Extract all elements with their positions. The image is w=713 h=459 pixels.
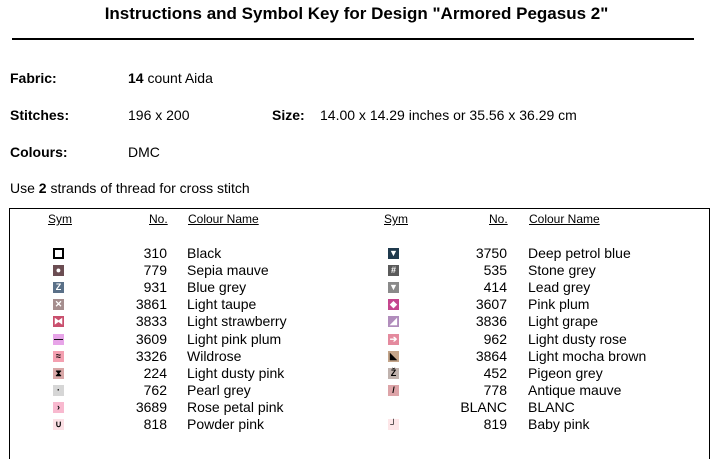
title-rule bbox=[12, 38, 694, 40]
left-colour-number: 931 bbox=[143, 279, 167, 295]
hourglass-glyph: ⧗ bbox=[55, 368, 62, 378]
down-triangle-icon bbox=[388, 248, 399, 259]
cup-glyph: ∪ bbox=[55, 419, 62, 429]
fabric-value bbox=[128, 70, 213, 86]
right-colour-number: 535 bbox=[483, 262, 507, 278]
slash-glyph: / bbox=[392, 385, 395, 395]
left-triangle-icon bbox=[388, 351, 399, 362]
left-colour-number: 762 bbox=[143, 382, 167, 398]
instruction-text bbox=[10, 180, 250, 196]
fabric-label: Fabric: bbox=[10, 70, 57, 86]
left-colour-number: 3326 bbox=[135, 348, 167, 364]
right-colour-name: Light dusty rose bbox=[528, 331, 627, 347]
right-colour-name: Light mocha brown bbox=[528, 348, 647, 364]
bowtie-icon bbox=[53, 316, 64, 327]
left-colour-number: 3609 bbox=[135, 331, 167, 347]
stitches-value: 196 x 200 bbox=[128, 107, 190, 123]
circle-icon bbox=[53, 265, 64, 276]
chevron-icon bbox=[53, 402, 64, 413]
page-title: Instructions and Symbol Key for Design "Armored Pegasus 2" bbox=[104, 4, 609, 23]
left-colour-name: Sepia mauve bbox=[187, 262, 269, 278]
right-colour-name: Lead grey bbox=[528, 279, 591, 295]
header-sym-left: Sym bbox=[48, 212, 72, 226]
right-colour-number: 452 bbox=[483, 365, 507, 381]
left-colour-name: Light strawberry bbox=[187, 313, 287, 329]
size-label: Size: bbox=[272, 107, 305, 123]
right-colour-number: 778 bbox=[483, 382, 507, 398]
right-colour-number: 3750 bbox=[475, 245, 507, 261]
header-no-left: No. bbox=[149, 212, 168, 226]
right-colour-number: 414 bbox=[483, 279, 507, 295]
x-glyph: ✕ bbox=[54, 299, 63, 309]
right-colour-name: BLANC bbox=[528, 399, 575, 415]
left-colour-number: 779 bbox=[143, 262, 167, 278]
arrow-icon bbox=[388, 334, 399, 345]
left-colour-name: Blue grey bbox=[187, 279, 247, 295]
left-colour-name: Light taupe bbox=[187, 296, 257, 312]
bowtie-glyph: ⧓ bbox=[54, 316, 63, 326]
header-no-right: No. bbox=[489, 212, 508, 226]
corner-triangle-glyph: ◢ bbox=[390, 316, 397, 326]
z-caron-glyph: Ž bbox=[390, 368, 397, 378]
dash-icon bbox=[53, 334, 64, 345]
hash-icon bbox=[388, 265, 399, 276]
diamond-glyph: ◆ bbox=[390, 299, 397, 309]
slash-icon bbox=[388, 385, 399, 396]
open-square-icon bbox=[53, 248, 64, 259]
left-colour-number: 3861 bbox=[135, 296, 167, 312]
instruction-strands: 2 bbox=[38, 180, 47, 196]
left-colour-number: 310 bbox=[143, 245, 167, 261]
corner-icon bbox=[388, 419, 399, 430]
left-triangle-glyph: ◣ bbox=[390, 351, 397, 361]
corner-glyph: ┘ bbox=[390, 419, 397, 429]
right-colour-name: Baby pink bbox=[528, 416, 590, 432]
right-colour-name: Light grape bbox=[528, 313, 599, 329]
right-colour-number: 3836 bbox=[475, 313, 507, 329]
instruction-post: strands of thread for cross stitch bbox=[46, 180, 250, 196]
left-colour-number: 3689 bbox=[135, 399, 167, 415]
header-name-right: Colour Name bbox=[529, 212, 600, 226]
header-sym-right: Sym bbox=[384, 212, 408, 226]
dot-glyph: · bbox=[57, 385, 60, 395]
right-colour-number: 819 bbox=[483, 416, 507, 432]
right-colour-number: BLANC bbox=[460, 399, 507, 415]
z-caron-icon bbox=[388, 368, 399, 379]
hash-glyph: # bbox=[390, 265, 396, 275]
instruction-pre: Use bbox=[10, 180, 39, 196]
left-colour-name: Light pink plum bbox=[187, 331, 282, 347]
left-colour-number: 818 bbox=[143, 416, 167, 432]
dot-icon bbox=[53, 385, 64, 396]
left-colour-number: 224 bbox=[143, 365, 167, 381]
left-colour-name: Rose petal pink bbox=[187, 399, 284, 415]
down-triangle-icon bbox=[388, 282, 399, 293]
right-colour-name: Antique mauve bbox=[528, 382, 622, 398]
left-colour-name: Light dusty pink bbox=[187, 365, 285, 381]
right-colour-number: 3607 bbox=[475, 296, 507, 312]
waves-glyph: ≈ bbox=[56, 351, 61, 361]
corner-triangle-icon bbox=[388, 316, 399, 327]
size-value: 14.00 x 14.29 inches or 35.56 x 36.29 cm bbox=[320, 107, 577, 123]
arrow-glyph: ➔ bbox=[389, 334, 398, 344]
fabric-count: 14 bbox=[128, 70, 144, 86]
waves-icon bbox=[53, 351, 64, 362]
down-triangle-glyph: ▼ bbox=[389, 282, 398, 292]
right-colour-number: 3864 bbox=[475, 348, 507, 364]
down-triangle-glyph: ▼ bbox=[389, 248, 398, 258]
right-colour-name: Pink plum bbox=[528, 296, 590, 312]
left-colour-name: Wildrose bbox=[187, 348, 242, 364]
right-colour-name: Stone grey bbox=[528, 262, 596, 278]
chevron-glyph: › bbox=[57, 402, 60, 412]
x-icon bbox=[53, 299, 64, 310]
circle-glyph: ● bbox=[55, 265, 62, 275]
colours-value: DMC bbox=[128, 144, 160, 160]
header-name-left: Colour Name bbox=[188, 212, 259, 226]
left-colour-number: 3833 bbox=[135, 313, 167, 329]
stitches-label: Stitches: bbox=[10, 107, 70, 123]
cup-icon bbox=[53, 419, 64, 430]
right-colour-name: Deep petrol blue bbox=[528, 245, 631, 261]
z-icon bbox=[53, 282, 64, 293]
left-colour-name: Powder pink bbox=[187, 416, 265, 432]
z-glyph: Z bbox=[55, 282, 62, 292]
hourglass-icon bbox=[53, 368, 64, 379]
diamond-icon bbox=[388, 299, 399, 310]
colours-label: Colours: bbox=[10, 144, 68, 160]
right-colour-name: Pigeon grey bbox=[528, 365, 603, 381]
dash-glyph: — bbox=[54, 334, 63, 344]
fabric-type: count Aida bbox=[143, 70, 213, 86]
left-colour-name: Black bbox=[187, 245, 222, 261]
right-colour-number: 962 bbox=[483, 331, 507, 347]
left-colour-name: Pearl grey bbox=[187, 382, 251, 398]
